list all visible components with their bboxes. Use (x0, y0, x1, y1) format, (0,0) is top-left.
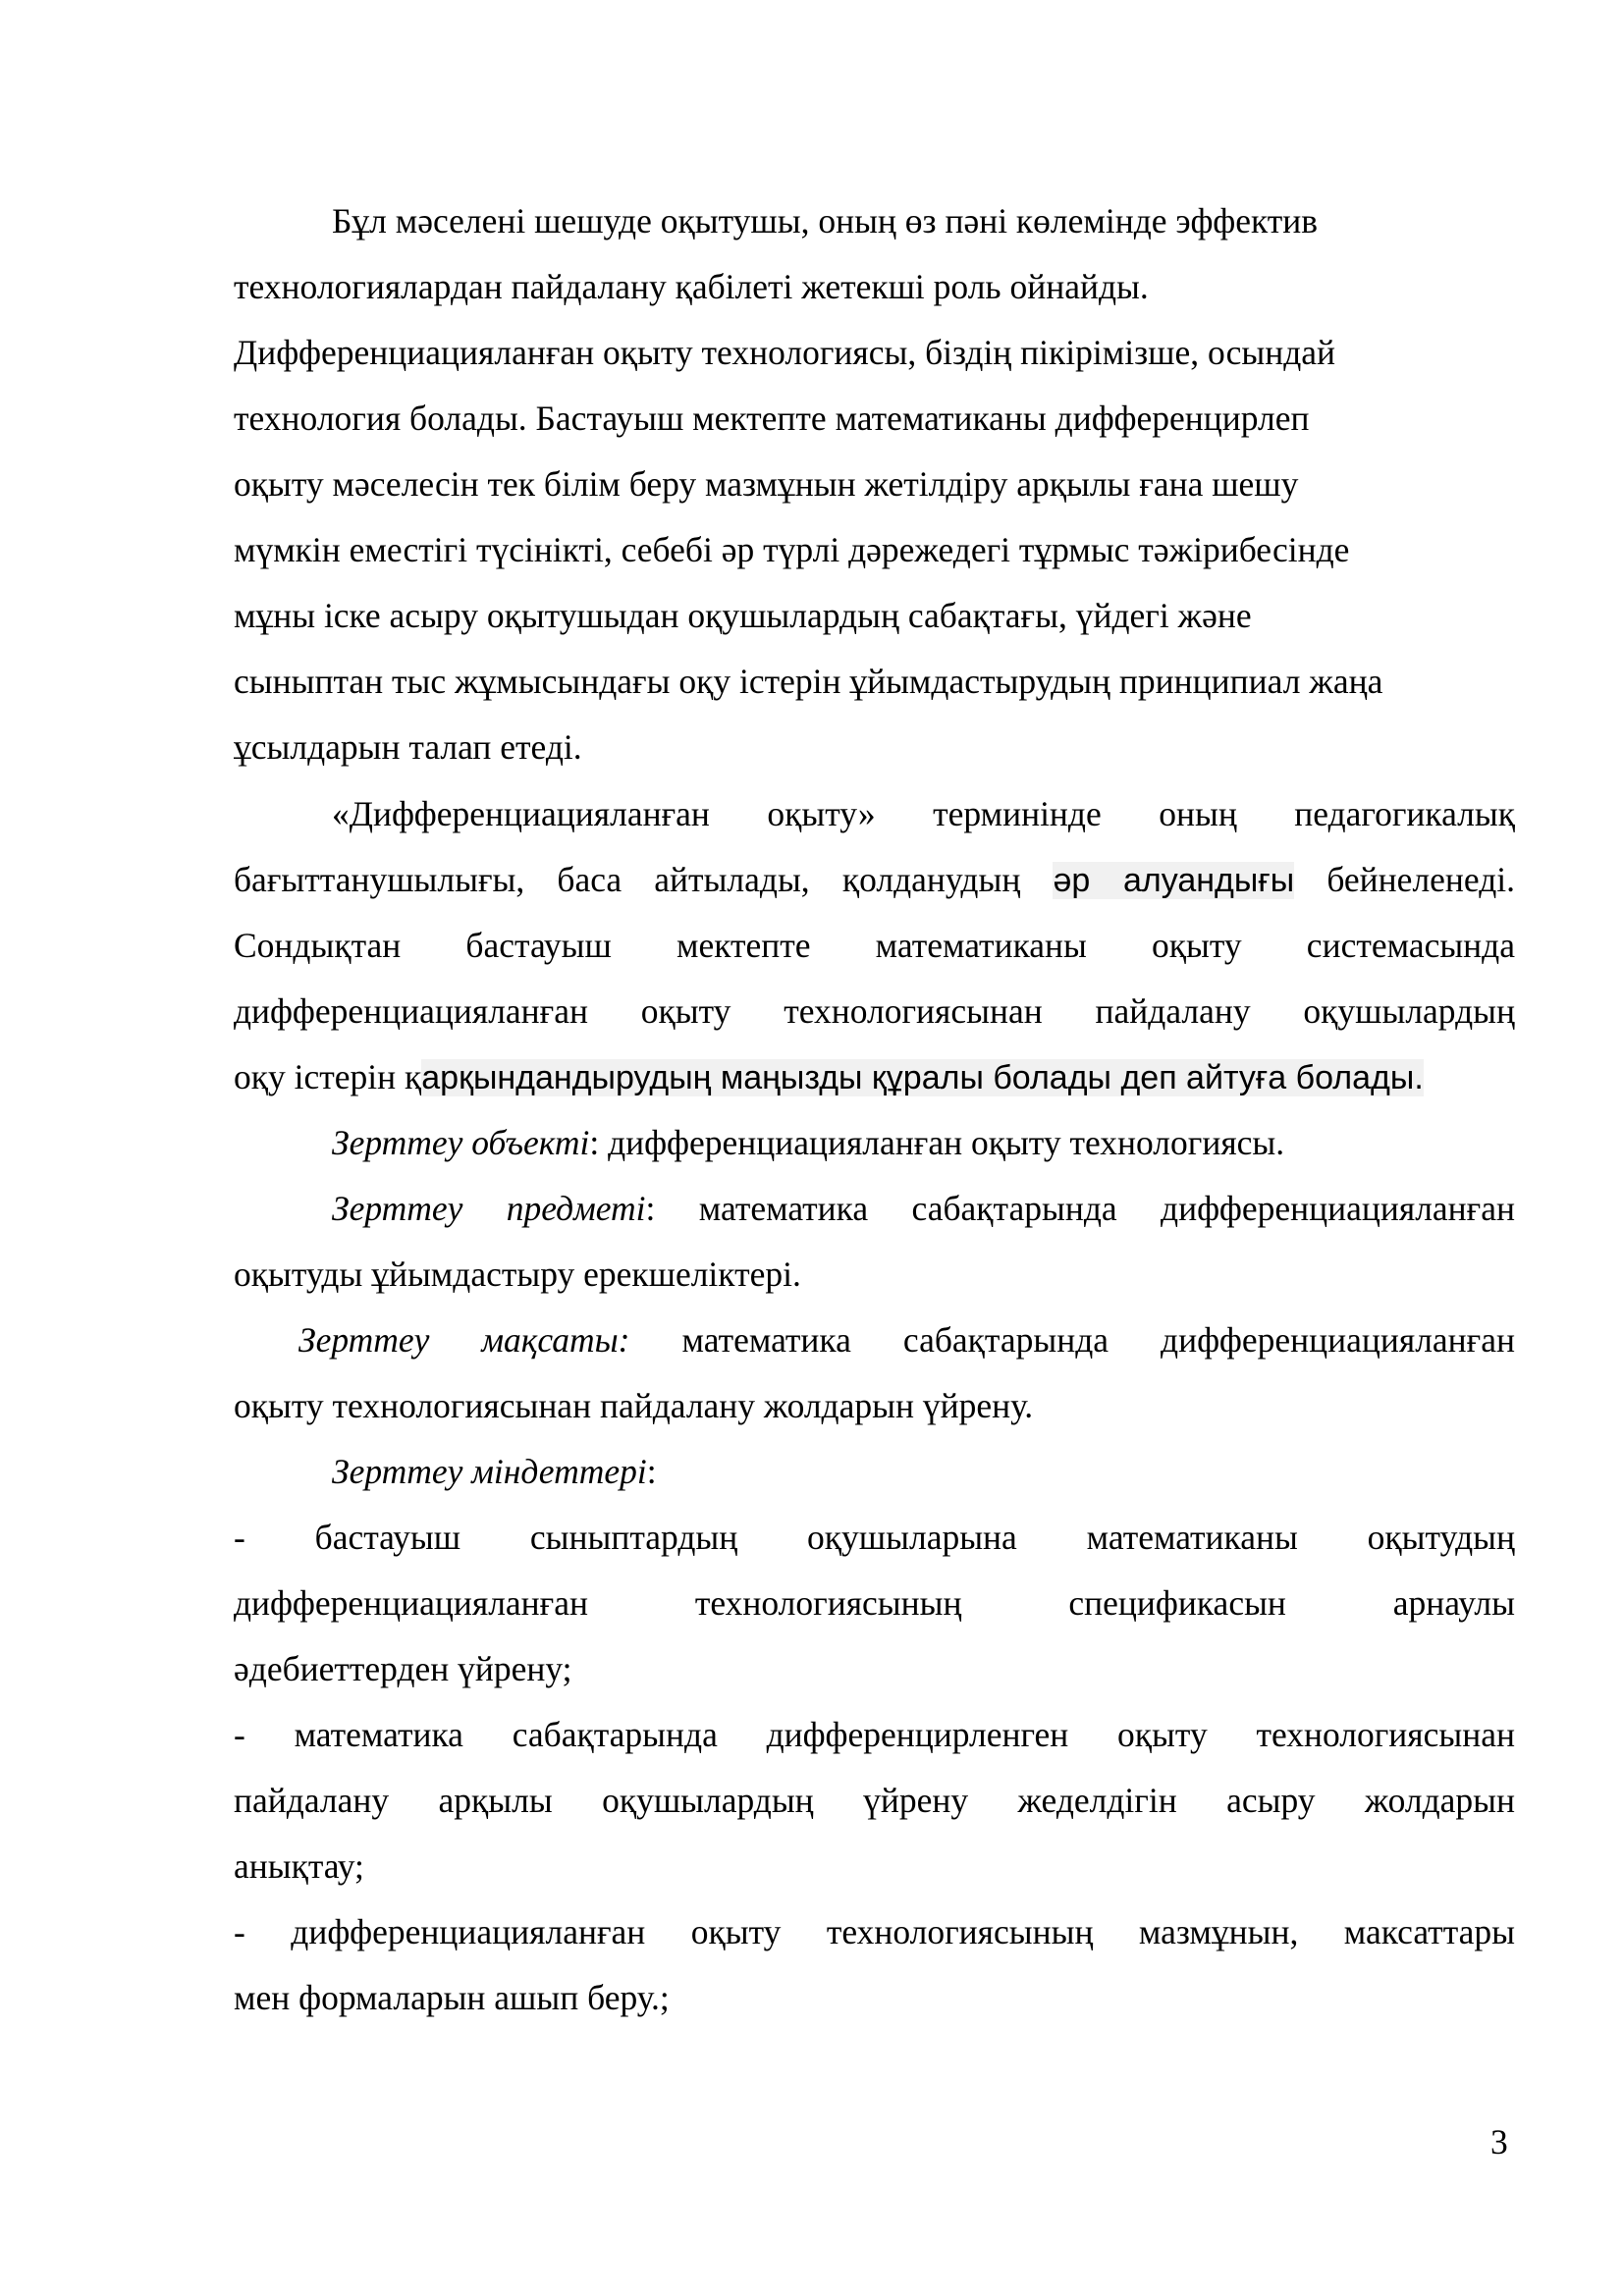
paragraph-2 (234, 781, 1515, 1110)
text-line: дифференциацияланған оқыту технологиясынан пайдалану оқушылардың (234, 991, 1515, 1031)
subject-label: Зерттеу предметі (332, 1189, 646, 1228)
page-number: 3 (1490, 2122, 1508, 2162)
task-item-line: - математика сабақтарында дифференцирленген оқыту технологиясынан (234, 1715, 1515, 1754)
text-line: Сондықтан бастауыш мектепте математиканы оқыту системасында (234, 926, 1515, 965)
text-line: технологиялардан пайдалану қабілеті жетекші роль ойнайды. (234, 267, 1149, 306)
text-line: сыныптан тыс жұмысындағы оқу істерін ұйымдастырудың принципиал жаңа (234, 662, 1383, 701)
goal-text: математика сабақтарында дифференциацияланған (629, 1320, 1515, 1360)
text-line: оқыту мәселесін тек білім беру мазмұнын жетілдіру арқылы ғана шешу (234, 464, 1299, 504)
subject-text: : математика сабақтарында дифференциацияланған (645, 1189, 1515, 1228)
object-label: Зерттеу объекті (332, 1123, 590, 1162)
task-item-line: анықтау; (234, 1846, 364, 1886)
object-text: : дифференциацияланған оқыту технологиясы. (589, 1123, 1285, 1162)
research-tasks (234, 1439, 1515, 2031)
text-line (234, 1439, 1515, 1505)
tasks-colon: : (646, 1452, 657, 1491)
highlighted-text: әр алуандығы (1053, 862, 1295, 899)
text-line: мүмкін еместігі түсінікті, себебі әр түрлі дәрежедегі тұрмыс тәжірибесінде (234, 530, 1350, 569)
task-item-line: әдебиеттерден үйрену; (234, 1649, 572, 1688)
text-span: оқу істерін қ (234, 1057, 422, 1096)
task-item-line: мен формаларын ашып беру.; (234, 1978, 670, 2017)
task-item-line: дифференциацияланған технологиясының спецификасын арнаулы (234, 1583, 1515, 1623)
text-line: оқыту технологиясынан пайдалану жолдарын үйрену. (234, 1386, 1034, 1425)
task-item-line: - бастауыш сыныптардың оқушыларына математиканы оқытудың (234, 1518, 1515, 1557)
text-line: оқытуды ұйымдастыру ерекшеліктері. (234, 1255, 801, 1294)
text-line: ұсылдарын талап етеді. (234, 727, 582, 767)
text-line (234, 1308, 1515, 1373)
task-item-line: - дифференциацияланған оқыту технологиясының мазмұнын, максаттары (234, 1912, 1515, 1951)
text-span: бағыттанушылығы, баса айтылады, қолданудың (234, 860, 1054, 899)
research-subject (234, 1176, 1515, 1308)
task-item-line: пайдалану арқылы оқушылардың үйрену жеделдігін асыру жолдарын (234, 1781, 1515, 1820)
research-object (234, 1110, 1515, 1176)
tasks-label: Зерттеу міндеттері (332, 1452, 647, 1491)
text-line (234, 1176, 1515, 1242)
text-line: Бұл мәселені шешуде оқытушы, оның өз пәні көлемінде эффектив (332, 201, 1319, 240)
highlighted-text: арқындандырудың маңызды құралы болады деп айтуға болады. (421, 1059, 1424, 1096)
text-line: Дифференциацияланған оқыту технологиясы, біздің пікірімізше, осындай (234, 333, 1336, 372)
text-line: «Дифференциацияланған оқыту» терминінде оның педагогикалық (332, 794, 1515, 833)
text-span: бейнеленеді. (1294, 860, 1515, 899)
text-line (234, 1044, 1515, 1110)
text-line: технология болады. Бастауыш мектепте математиканы дифференцирлеп (234, 399, 1310, 438)
goal-label: Зерттеу мақсаты: (298, 1320, 630, 1360)
text-line (234, 1110, 1515, 1176)
text-line (234, 847, 1515, 913)
text-line: мұны іске асыру оқытушыдан оқушылардың сабақтағы, үйдегі және (234, 596, 1252, 635)
paragraph-1 (234, 188, 1515, 780)
research-goal (234, 1308, 1515, 1439)
